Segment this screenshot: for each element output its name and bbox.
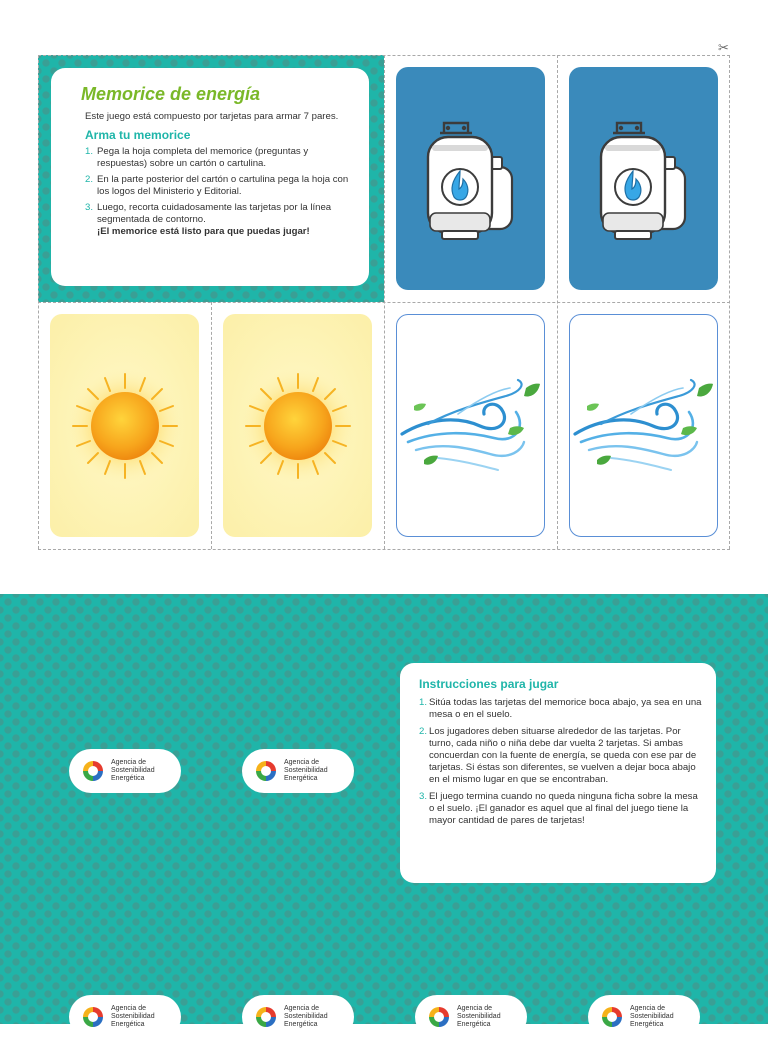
assembly-step: 3. Luego, recorta cuidadosamente las tarjetas por la línea segmentada de contorno. ¡El memorice está listo para que puedas jugar!	[71, 202, 355, 238]
rules-list	[419, 697, 702, 827]
cut-line	[384, 55, 385, 549]
wind-icon	[398, 376, 543, 476]
agency-logo: Agencia de Sostenibilidad Energética	[242, 995, 354, 1039]
card-cell	[38, 302, 211, 549]
gas-cylinder-icon	[589, 109, 699, 249]
intro-panel	[38, 55, 384, 302]
instructions-title: Instrucciones para jugar	[419, 677, 559, 691]
card-cell	[384, 302, 557, 549]
cut-line	[557, 55, 558, 549]
gas-card[interactable]	[569, 67, 718, 290]
ready-message: ¡El memorice está listo para que puedas jugar!	[97, 226, 310, 237]
card-cell	[557, 55, 730, 302]
wind-card[interactable]	[569, 314, 718, 537]
agency-logo-icon	[81, 759, 105, 783]
sun-icon	[238, 366, 358, 486]
agency-logo-icon	[254, 759, 278, 783]
card-cell	[211, 302, 384, 549]
instructions-card	[400, 663, 716, 883]
card-cell	[557, 302, 730, 549]
memory-game-sheet	[38, 55, 730, 549]
assembly-step: 2. En la parte posterior del cartón o cartulina pega la hoja con los logos del Ministerio y Editorial.	[85, 174, 349, 197]
intro-card	[51, 68, 369, 286]
cut-line	[38, 549, 730, 550]
sun-card[interactable]	[223, 314, 372, 537]
rule-item: 2. Los jugadores deben situarse alrededor de las tarjetas. Por turno, cada niño o niña debe dar vuelta 2 tarjetas. Si ambas concuerdan con la fuente de energía, se queda con ese par de tarjetas. Si éstas son diferentes, se vuelven a dejar boca abajo en el mismo lugar en que se encontraban.	[419, 726, 697, 785]
assembly-steps	[71, 146, 355, 238]
back-sheet	[0, 594, 768, 1028]
wind-card[interactable]	[396, 314, 545, 537]
agency-logo-icon	[254, 1005, 278, 1029]
sun-card[interactable]	[50, 314, 199, 537]
cut-line	[729, 55, 730, 549]
agency-logo: Agencia de Sostenibilidad Energética	[69, 995, 181, 1039]
gas-cylinder-icon	[416, 109, 526, 249]
agency-logo: Agencia de Sostenibilidad Energética	[242, 749, 354, 793]
cut-line	[211, 302, 212, 549]
intro-text: Este juego está compuesto por tarjetas para armar 7 pares.	[85, 111, 339, 122]
agency-logo: Agencia de Sostenibilidad Energética	[588, 995, 700, 1039]
sun-icon	[65, 366, 185, 486]
rule-item: 1. Sitúa todas las tarjetas del memorice boca abajo, ya sea en una mesa o en el suelo.	[419, 697, 702, 720]
assemble-title: Arma tu memorice	[85, 128, 191, 142]
agency-logo-icon	[81, 1005, 105, 1029]
rule-item: 3. El juego termina cuando no queda ninguna ficha sobre la mesa o el suelo. ¡El ganador es aquel que al final del juego tiene la mayor cantidad de pares de tarjetas!	[419, 791, 698, 826]
gas-card[interactable]	[396, 67, 545, 290]
scissors-icon: ✂	[718, 40, 729, 55]
agency-logo: Agencia de Sostenibilidad Energética	[69, 749, 181, 793]
wind-icon	[571, 376, 716, 476]
cut-line	[38, 55, 39, 549]
card-cell	[384, 55, 557, 302]
agency-logo-icon	[600, 1005, 624, 1029]
assembly-step: 1. Pega la hoja completa del memorice (preguntas y respuestas) sobre un cartón o cartulina.	[85, 146, 309, 169]
agency-logo: Agencia de Sostenibilidad Energética	[415, 995, 527, 1039]
game-title: Memorice de energía	[81, 84, 261, 104]
agency-logo-icon	[427, 1005, 451, 1029]
